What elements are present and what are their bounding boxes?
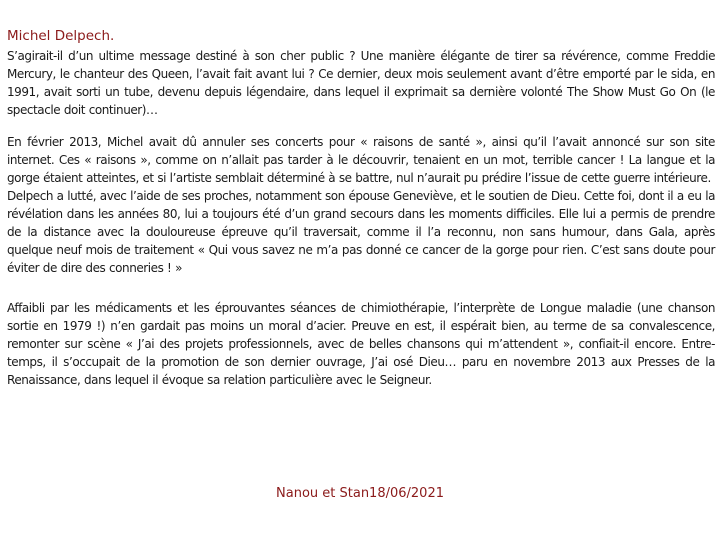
paragraph-2-part-a: En février 2013, Michel avait dû annuler ses concerts pour « raisons de santé », ainsi qu’il l’avait annoncé sur son site internet. Ces « raisons », comme on n’allait pas tarder à le découvrir, tenaient en un mot, terrible cancer ! La langue et la gorge étaient atteintes, et si l’artiste semblait déterminé à se battre, nul n’aurait pu prédire l’issue de cette guerre intérieure. (7, 135, 715, 185)
document-title: Michel Delpech. (7, 28, 115, 44)
paragraph-3: Affaibli par les médicaments et les éprouvantes séances de chimiothérapie, l’interprète de Longue maladie (une chanson sortie en 1979 !) n’en gardait pas moins un moral d’acier. Preuve en est, il espérait bien, au terme de sa convalescence, remonter sur scène « J’ai des projets professionnels, avec de belles chansons qui m’attendent », confiait-il encore. Entre-temps, il s’occupait de la promotion de son dernier ouvrage, J’ai osé Dieu… paru en novembre 2013 aux Presses de la Renaissance, dans lequel il évoque sa relation particulière avec le Seigneur. (7, 301, 715, 387)
paragraph-2 (7, 133, 715, 277)
paragraph-1: S’agirait-il d’un ultime message destiné à son cher public ? Une manière élégante de tirer sa révérence, comme Freddie Mercury, le chanteur des Queen, l’avait fait avant lui ? Ce dernier, deux mois seulement avant d’être emporté par le sida, en 1991, avait sorti un tube, devenu depuis légendaire, dans lequel il exprimait sa dernière volonté The Show Must Go On (le spectacle doit continuer)… (7, 49, 715, 117)
paragraph-2-part-b: Delpech a lutté, avec l’aide de ses proches, notamment son épouse Geneviève, et le soutien de Dieu. Cette foi, dont il a eu la révélation dans les années 80, lui a toujours été d’un grand secours dans les moments difficiles. Elle lui a permis de prendre de la distance avec la douloureuse épreuve qu’il traversait, comme il l’a reconnu, non sans humour, dans Gala, après quelque neuf mois de traitement « Qui vous savez ne m’a pas donné ce cancer de la gorge pour rien. C’est sans doute pour éviter de dire des conneries ! » (7, 189, 715, 275)
footer-signature: Nanou et Stan18/06/2021 (276, 486, 444, 501)
